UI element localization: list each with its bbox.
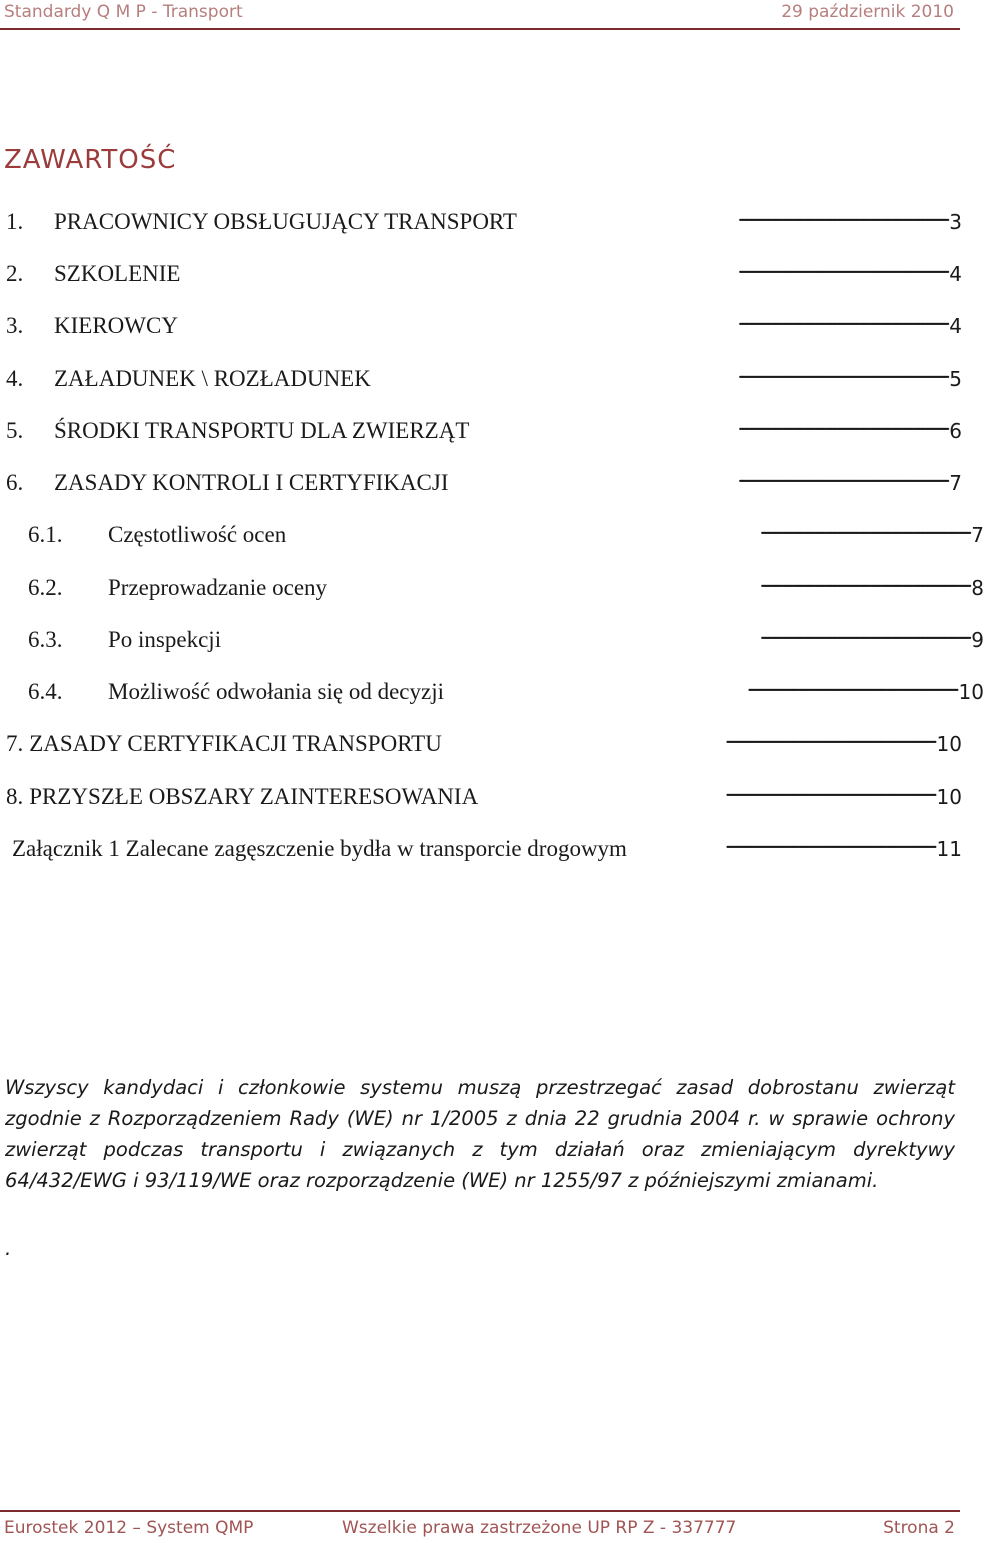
toc-leader-dots [181,309,946,333]
toc-leader-dots [330,571,968,595]
toc-entry-number: 6. [6,470,24,495]
toc-entry-label: Częstotliwość ocen [108,522,287,547]
toc-entry-5[interactable] [0,414,962,454]
toc-entry-page: 10 [936,732,962,756]
toc-entry-6-3[interactable] [0,623,984,663]
toc-leader-dots [374,362,946,386]
toc-leader-dots [447,675,956,699]
toc-entry-number: 6.4. [28,679,63,704]
toc-entry-6[interactable] [0,466,962,506]
toc-entry-number: 5. [6,418,24,443]
toc-entry-label: Po inspekcji [108,627,222,652]
toc-entry-page: 11 [936,837,962,861]
toc-entry-page: 6 [949,419,962,443]
toc-entry-label: PRACOWNICY OBSŁUGUJĄCY TRANSPORT [54,209,517,234]
toc-entry-label: PRZYSZŁE OBSZARY ZAINTERESOWANIA [29,784,479,809]
body-paragraph: Wszyscy kandydaci i członkowie systemu muszą przestrzegać zasad dobrostanu zwierząt zgodnie z Rozporządzeniem Rady (WE) nr 1/2005 z dnia 22 grudnia 2004 r. w sprawie ochrony zwierząt podczas transportu i związanych z tym działań oraz zmieniającym dyrektywy 64/432/EWG i 93/119/WE oraz rozporządzenie (WE) nr 1255/97 z późniejszymi zmianami. [5,1076,955,1192]
toc-leader-dots [452,466,947,490]
toc-entry-4[interactable] [0,362,962,402]
toc-entry-6-2[interactable] [0,571,984,611]
toc-entry-page: 10 [936,785,962,809]
toc-leader-dots [183,257,946,281]
toc-entry-7[interactable] [0,727,962,767]
header-date: 29 październik 2010 [781,2,954,22]
toc-entry-label: Przeprowadzanie oceny [108,575,328,600]
toc-entry-number: 1. [6,209,24,234]
toc-leader-dots [481,780,933,804]
toc-entry-annex-1[interactable] [0,832,962,872]
toc-entry-number: 8. [6,784,24,809]
toc-entry-number: 3. [6,313,24,338]
toc-entry-page: 5 [949,367,962,391]
toc-entry-number: 4. [6,366,24,391]
toc-leader-dots [520,205,946,229]
toc-entry-number: 6.3. [28,627,63,652]
trailing-period: . [5,1236,12,1260]
toc-entry-page: 7 [971,523,984,547]
toc-entry-label: ZASADY CERTYFIKACJI TRANSPORTU [29,731,442,756]
toc-entry-label: Możliwość odwołania się od decyzji [108,679,444,704]
toc-entry-page: 9 [971,628,984,652]
toc-entry-page: 8 [971,576,984,600]
toc-entry-number: 6.2. [28,575,63,600]
toc-entry-label: ZAŁADUNEK \ ROZŁADUNEK [54,366,371,391]
toc-entry-2[interactable] [0,257,962,297]
toc-entry-3[interactable] [0,309,962,349]
toc-entry-page: 10 [958,680,984,704]
footer-system-name: Eurostek 2012 – System QMP [4,1518,254,1538]
toc-entry-page: 7 [949,471,962,495]
toc-entry-page: 4 [949,314,962,338]
toc-entry-label: SZKOLENIE [54,261,181,286]
toc-leader-dots [445,727,934,751]
toc-entry-label: ZASADY KONTROLI I CERTYFIKACJI [54,470,449,495]
toc-leader-dots [472,414,946,438]
page-footer [0,1510,960,1543]
toc-entry-6-1[interactable] [0,518,984,558]
toc-leader-dots [289,518,968,542]
toc-entry-8[interactable] [0,780,962,820]
toc-entry-label: Załącznik 1 Zalecane zagęszczenie bydła w transporcie drogowym [12,836,627,861]
toc-entry-6-4[interactable] [0,675,984,715]
toc-entry-1[interactable] [0,205,962,245]
header-document-title: Standardy Q M P - Transport [4,2,243,22]
toc-entry-number: 6.1. [28,522,63,547]
toc-title: ZAWARTOŚĆ [4,145,177,175]
footer-page-number: Strona 2 [883,1518,955,1538]
toc-entry-label: ŚRODKI TRANSPORTU DLA ZWIERZĄT [54,418,470,443]
toc-entry-page: 3 [949,210,962,234]
footer-copyright: Wszelkie prawa zastrzeżone UP RP Z - 337777 [342,1518,737,1538]
toc-entry-number: 2. [6,261,24,286]
toc-leader-dots [224,623,968,647]
page-header [0,0,960,30]
toc-entry-label: KIEROWCY [54,313,178,338]
toc-entry-page: 4 [949,262,962,286]
toc-leader-dots [630,832,934,856]
toc-entry-number: 7. [6,731,24,756]
